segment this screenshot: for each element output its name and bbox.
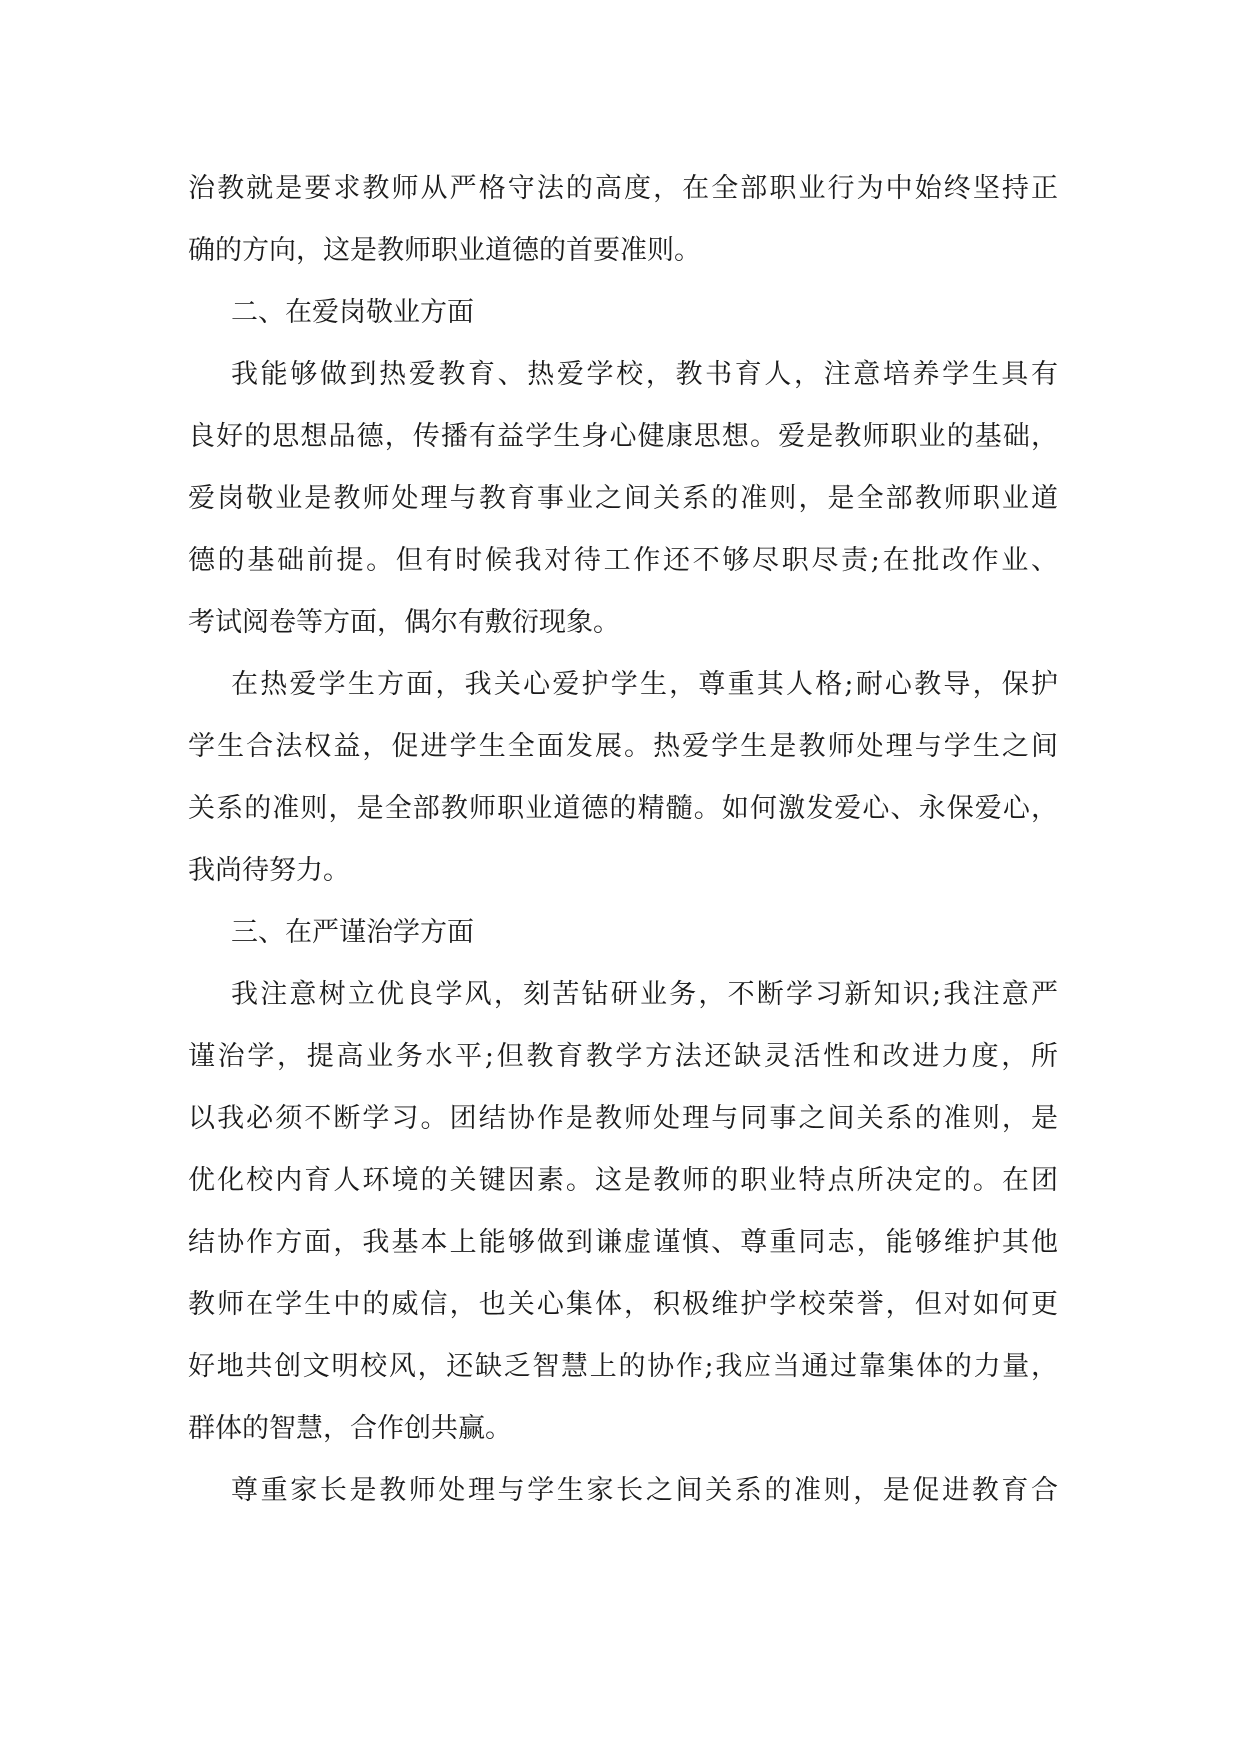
text-line: 结协作方面，我基本上能够做到谦虚谨慎、尊重同志，能够维护其他 xyxy=(188,1227,1058,1258)
text-line: 群体的智慧，合作创共赢。 xyxy=(188,1413,512,1444)
text-line: 我尚待努力。 xyxy=(188,855,350,886)
text-line: 好地共创文明校风，还缺乏智慧上的协作;我应当通过靠集体的力量， xyxy=(188,1351,1058,1382)
text-line: 教师在学生中的威信，也关心集体，积极维护学校荣誉，但对如何更 xyxy=(188,1289,1058,1320)
text-line: 治教就是要求教师从严格守法的高度，在全部职业行为中始终坚持正 xyxy=(188,173,1058,204)
section-heading: 二、在爱岗敬业方面 xyxy=(231,297,474,328)
text-line: 德的基础前提。但有时候我对待工作还不够尽职尽责;在批改作业、 xyxy=(188,545,1058,576)
text-line: 优化校内育人环境的关键因素。这是教师的职业特点所决定的。在团 xyxy=(188,1165,1058,1196)
text-line: 谨治学，提高业务水平;但教育教学方法还缺灵活性和改进力度，所 xyxy=(188,1041,1058,1072)
text-line: 学生合法权益，促进学生全面发展。热爱学生是教师处理与学生之间 xyxy=(188,731,1058,762)
text-line: 尊重家长是教师处理与学生家长之间关系的准则，是促进教育合 xyxy=(231,1475,1058,1506)
document-body xyxy=(188,158,1058,1522)
text-line: 在热爱学生方面，我关心爱护学生，尊重其人格;耐心教导，保护 xyxy=(231,669,1058,700)
text-line: 我注意树立优良学风，刻苦钻研业务，不断学习新知识;我注意严 xyxy=(231,979,1058,1010)
text-line: 确的方向，这是教师职业道德的首要准则。 xyxy=(188,235,701,266)
text-line: 以我必须不断学习。团结协作是教师处理与同事之间关系的准则，是 xyxy=(188,1103,1058,1134)
text-line: 良好的思想品德，传播有益学生身心健康思想。爱是教师职业的基础， xyxy=(188,421,1058,452)
section-heading: 三、在严谨治学方面 xyxy=(231,917,474,948)
text-line: 关系的准则，是全部教师职业道德的精髓。如何激发爱心、永保爱心， xyxy=(188,793,1058,824)
text-line: 考试阅卷等方面，偶尔有敷衍现象。 xyxy=(188,607,620,638)
text-line: 我能够做到热爱教育、热爱学校，教书育人，注意培养学生具有 xyxy=(231,359,1058,390)
text-line: 爱岗敬业是教师处理与教育事业之间关系的准则，是全部教师职业道 xyxy=(188,483,1058,514)
